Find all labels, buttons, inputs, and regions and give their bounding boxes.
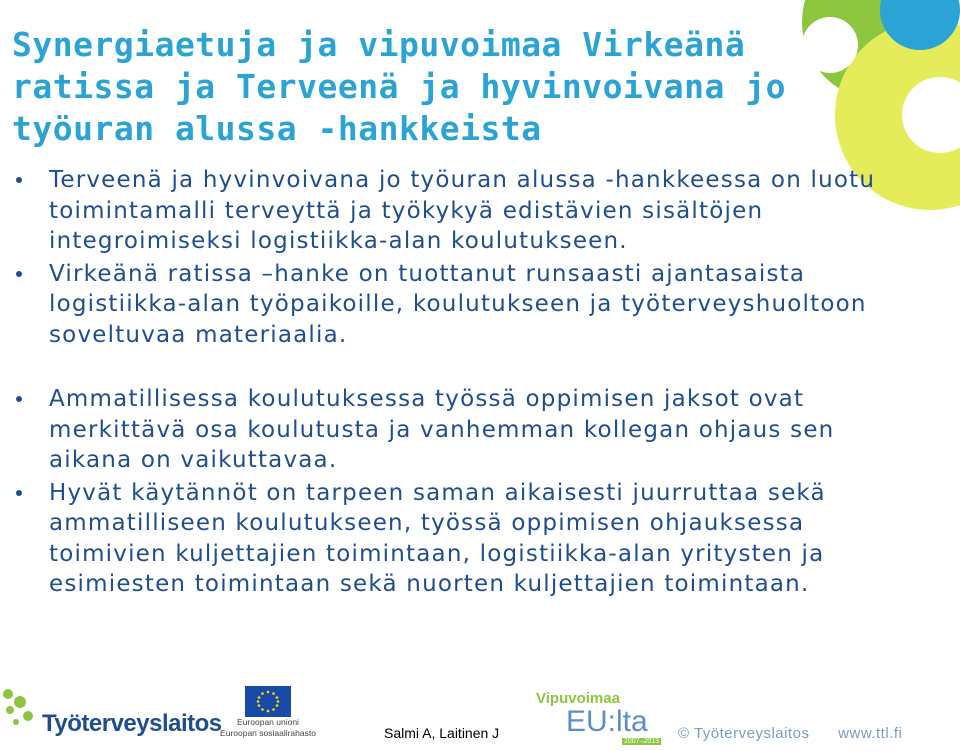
- bullet-item: [12, 384, 912, 476]
- bullet-list: [12, 165, 912, 602]
- bullet-text: Virkeänä ratissa –hanke on tuottanut runsaasti ajantasaista logistiikka-alan työpaikoille, koulutukseen ja työterveyshuoltoon soveltuvaa materiaalia.: [49, 260, 867, 348]
- bullet-text: Ammatillisessa koulutuksessa työssä oppimisen jaksot ovat merkittävä osa koulutusta ja vanhemman kollegan ohjaus sen aikana on vaikuttavaa.: [49, 386, 835, 473]
- eu-flag-icon: [245, 686, 291, 717]
- bullet-item: [12, 478, 912, 600]
- vipuvoimaa-logo: [536, 690, 666, 745]
- eu-line-1: Euroopan unioni: [237, 717, 299, 727]
- bullet-dot-icon: [16, 490, 22, 496]
- website-text: www.ttl.fi: [838, 725, 903, 742]
- vipuvoimaa-years: 2007–2013: [624, 738, 660, 745]
- slide-footer: [0, 670, 960, 751]
- ttl-logo-icon: [0, 680, 48, 740]
- copyright-line: [678, 725, 926, 742]
- bullet-dot-icon: [16, 271, 22, 277]
- copyright-owner: © Työterveyslaitos: [678, 725, 810, 742]
- bullet-text: Hyvät käytännöt on tarpeen saman aikaisesti juurruttaa sekä ammatilliseen koulutukseen, työssä oppimisen ohjauksessa toimivien kuljettajien toimintaan, logistiikka-alan yritysten ja esimiesten toimintaan sekä nuorten kuljettajien toimintaan.: [49, 479, 826, 597]
- authors-text: Salmi A, Laitinen J: [384, 725, 500, 741]
- eu-logo: [216, 686, 320, 739]
- bullet-item: [12, 165, 912, 257]
- bullet-text: Terveenä ja hyvinvoivana jo työuran alussa -hankkeessa on luotu toimintamalli terveyttä ja työkykyä edistävien sisältöjen integroimiseksi logistiikka-alan koulutukseen.: [49, 167, 876, 254]
- ttl-logo-text: Työterveyslaitos: [42, 710, 222, 737]
- bullet-dot-icon: [16, 177, 22, 183]
- bullet-dot-icon: [16, 396, 22, 402]
- vipuvoimaa-eu-text: EU:lta: [566, 705, 648, 738]
- vipuvoimaa-name: Vipuvoimaa: [536, 690, 620, 707]
- bullet-item: [12, 259, 912, 351]
- eu-line-2: Euroopan sosiaalirahasto: [220, 728, 316, 738]
- slide-title: Synergiaetuja ja vipuvoimaa Virkeänä ratissa ja Terveenä ja hyvinvoivana jo työuran alussa -hankkeista: [12, 25, 786, 148]
